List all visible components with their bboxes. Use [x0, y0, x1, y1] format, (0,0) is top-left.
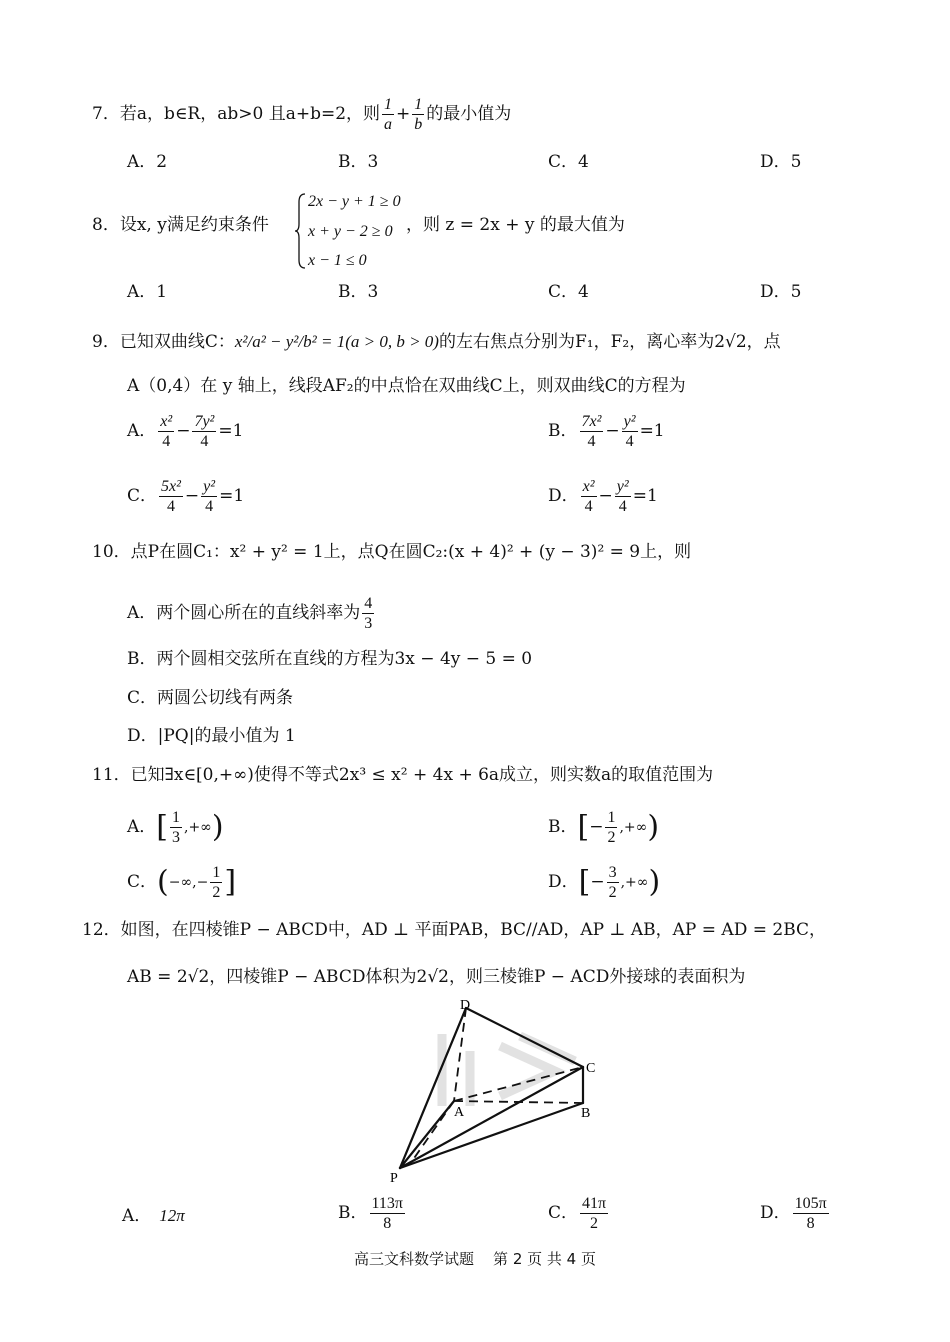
q9-b-t1d: 4 — [587, 433, 596, 451]
q12-a-label: A． — [122, 1206, 152, 1226]
q9-c-frac2 — [201, 477, 217, 516]
q9-c-rhs: =1 — [219, 486, 245, 507]
q9-c-frac1 — [159, 477, 183, 516]
q11-a-right: ) — [211, 809, 224, 845]
q9-a-t2d: 4 — [200, 433, 209, 451]
q12-b-frac — [370, 1194, 405, 1233]
q8-stem-b: ，则 z = 2x + y 的最大值为 — [406, 215, 625, 235]
q7-stem — [92, 95, 511, 134]
q9-option-d — [548, 477, 658, 516]
q12-option-c — [548, 1194, 610, 1233]
q9-option-a — [127, 412, 243, 451]
q9-b-label: B． — [548, 421, 578, 442]
q12-a-text: 12π — [159, 1206, 185, 1225]
vertex-label-c: C — [586, 1061, 596, 1076]
q7-option-b: B．3 — [338, 152, 379, 172]
q7-plus: + — [396, 104, 411, 125]
q9-line1-b: 的左右焦点分别为F₁，F₂，离心率为2√2，点 — [438, 332, 781, 352]
q7-option-c: C．4 — [548, 152, 589, 172]
q7-tail: 的最小值为 — [426, 104, 512, 125]
q8-option-b: B．3 — [338, 282, 379, 302]
page-footer: 高三文科数学试题 第 2 页 共 4 页 — [353, 1250, 596, 1268]
q12-d-den: 8 — [806, 1215, 815, 1233]
q11-c-num: 1 — [210, 863, 222, 883]
q9-d-op: − — [598, 486, 613, 507]
q11-option-c — [127, 863, 236, 902]
q8-option-d: D．5 — [760, 282, 802, 302]
q11-b-frac — [605, 808, 617, 847]
q11-b-pre: − — [589, 817, 604, 838]
q9-option-b — [548, 412, 665, 451]
q11-a-den: 3 — [172, 829, 180, 847]
q12-b-den: 8 — [383, 1215, 392, 1233]
q11-d-frac — [607, 863, 619, 902]
q11-d-num: 3 — [607, 863, 619, 883]
q9-a-t1n: x² — [158, 412, 174, 432]
q8-constraint-2: x + y − 2 ≥ 0 — [308, 223, 393, 240]
q7-frac2-num: 1 — [412, 95, 424, 115]
q9-d-t2d: 4 — [618, 498, 627, 516]
q9-b-t1n: 7x² — [580, 412, 604, 432]
q11-stem: 11．已知∃x∈[0,+∞)使得不等式2x³ ≤ x² + 4x + 6a成立，则实数a的取值范围为 — [92, 765, 714, 785]
q12-c-frac — [580, 1194, 608, 1233]
vertex-label-a: A — [454, 1105, 465, 1120]
q11-b-den: 2 — [607, 829, 616, 847]
q12-b-label: B． — [338, 1203, 368, 1224]
q10-a-num: 4 — [362, 594, 374, 614]
q12-d-frac — [793, 1194, 829, 1233]
q10-a-den: 3 — [364, 615, 373, 633]
q9-line-1 — [92, 333, 781, 351]
q9-d-t1d: 4 — [584, 498, 593, 516]
q10-option-a — [127, 594, 376, 633]
q10-a-frac — [362, 594, 374, 633]
q11-option-d — [548, 863, 660, 902]
q9-b-rhs: =1 — [639, 421, 665, 442]
q10-option-c: C．两圆公切线有两条 — [127, 688, 294, 708]
q8-option-c: C．4 — [548, 282, 589, 302]
q9-line-2: A（0,4）在 y 轴上，线段AF₂的中点恰在双曲线C上，则双曲线C的方程为 — [127, 376, 686, 396]
q8-constraint-1: 2x − y + 1 ≥ 0 — [308, 193, 401, 210]
q9-d-label: D． — [548, 486, 579, 507]
q7-frac-2 — [412, 95, 424, 134]
q12-option-a — [122, 1207, 185, 1225]
q8-constraint-3: x − 1 ≤ 0 — [308, 252, 367, 269]
q9-a-t2n: 7y² — [192, 412, 216, 432]
q9-c-op: − — [184, 486, 200, 507]
q11-b-num: 1 — [605, 808, 617, 828]
q7-frac-1 — [382, 95, 394, 134]
q7-frac1-num: 1 — [382, 95, 394, 115]
q7-frac2-den: b — [414, 116, 423, 134]
q8-brace — [295, 192, 307, 270]
q9-a-frac2 — [192, 412, 216, 451]
q9-c-t1d: 4 — [166, 498, 175, 516]
q9-d-rhs: =1 — [632, 486, 658, 507]
q9-c-t1n: 5x² — [159, 477, 183, 497]
q11-d-label: D． — [548, 872, 579, 893]
q7-stem-text: 7．若a，b∈R，ab>0 且a+b=2，则 — [92, 104, 381, 125]
q10-option-d: D．|PQ|的最小值为 1 — [127, 726, 296, 746]
q11-a-post: ,+∞ — [184, 819, 212, 836]
q11-b-left: [ — [577, 809, 590, 845]
q9-a-op: − — [176, 421, 191, 442]
q11-a-label: A． — [127, 817, 157, 838]
q12-c-den: 2 — [590, 1215, 599, 1233]
q10-option-b: B．两个圆相交弦所在直线的方程为3x − 4y − 5 = 0 — [127, 649, 533, 669]
q12-c-label: C． — [548, 1203, 579, 1224]
vertex-label-b: B — [581, 1106, 591, 1121]
q11-d-pre: − — [590, 872, 605, 893]
q12-b-num: 113π — [370, 1194, 405, 1214]
q8-stem-a: 8．设x, y满足约束条件 — [92, 215, 269, 235]
q9-option-c — [127, 477, 244, 516]
solid-edges — [400, 1008, 583, 1168]
q7-frac1-den: a — [384, 116, 393, 134]
q11-c-right: ] — [224, 864, 237, 900]
q9-a-frac1 — [158, 412, 174, 451]
q11-b-label: B． — [548, 817, 578, 838]
q9-c-label: C． — [127, 486, 158, 507]
q12-d-num: 105π — [793, 1194, 829, 1214]
q11-b-right: ) — [647, 809, 660, 845]
q9-a-label: A． — [127, 421, 157, 442]
q9-c-t2d: 4 — [205, 498, 214, 516]
q11-c-den: 2 — [212, 884, 221, 902]
q11-d-left: [ — [578, 864, 591, 900]
q10-a-text: A．两个圆心所在的直线斜率为 — [127, 603, 361, 624]
q11-c-left: ( — [157, 864, 169, 900]
q11-c-pre: −∞,− — [168, 874, 209, 891]
q9-b-t2d: 4 — [625, 433, 634, 451]
q8-option-a: A．1 — [127, 282, 168, 302]
q11-d-den: 2 — [608, 884, 617, 902]
q11-d-right: ) — [648, 864, 661, 900]
q9-line1-eq: x²/a² − y²/b² = 1(a > 0, b > 0) — [234, 332, 439, 351]
q11-a-num: 1 — [170, 808, 182, 828]
q11-c-frac — [210, 863, 222, 902]
q11-option-b — [548, 808, 659, 847]
q9-b-op: − — [605, 421, 620, 442]
q7-option-a: A．2 — [127, 152, 168, 172]
q12-option-b — [338, 1194, 407, 1233]
q12-line-1: 12．如图，在四棱锥P − ABCD中，AD ⊥ 平面PAB，BC//AD，AP ⊥ AB，AP = AD = 2BC， — [82, 920, 827, 940]
q9-a-t1d: 4 — [162, 433, 171, 451]
q11-c-label: C． — [127, 872, 158, 893]
q12-d-label: D． — [760, 1203, 791, 1224]
q12-option-d — [760, 1194, 831, 1233]
q9-line1-a: 9．已知双曲线C： — [92, 332, 235, 352]
q11-a-left: [ — [156, 809, 168, 845]
vertex-label-d: D — [460, 998, 471, 1013]
q10-stem: 10．点P在圆C₁：x² + y² = 1上，点Q在圆C₂:(x + 4)² + (y − 3)² = 9上，则 — [92, 542, 692, 562]
q11-a-frac — [170, 808, 182, 847]
q12-line-2: AB = 2√2，四棱锥P − ABCD体积为2√2，则三棱锥P − ACD外接球的表面积为 — [127, 967, 746, 987]
q9-d-frac2 — [615, 477, 631, 516]
q9-d-t1n: x² — [581, 477, 597, 497]
q9-b-frac1 — [580, 412, 604, 451]
dashed-edges — [400, 1008, 583, 1168]
q11-option-a — [127, 808, 224, 847]
q9-b-t2n: y² — [622, 412, 638, 432]
q9-c-t2n: y² — [201, 477, 217, 497]
q9-d-frac1 — [581, 477, 597, 516]
pyramid-figure — [380, 996, 610, 1186]
q9-b-frac2 — [622, 412, 638, 451]
q9-a-rhs: =1 — [218, 421, 244, 442]
q12-c-num: 41π — [580, 1194, 608, 1214]
q11-b-post: ,+∞ — [619, 819, 648, 836]
vertex-label-p: P — [390, 1171, 398, 1186]
q11-d-post: ,+∞ — [620, 874, 649, 891]
q7-option-d: D．5 — [760, 152, 802, 172]
q9-d-t2n: y² — [615, 477, 631, 497]
